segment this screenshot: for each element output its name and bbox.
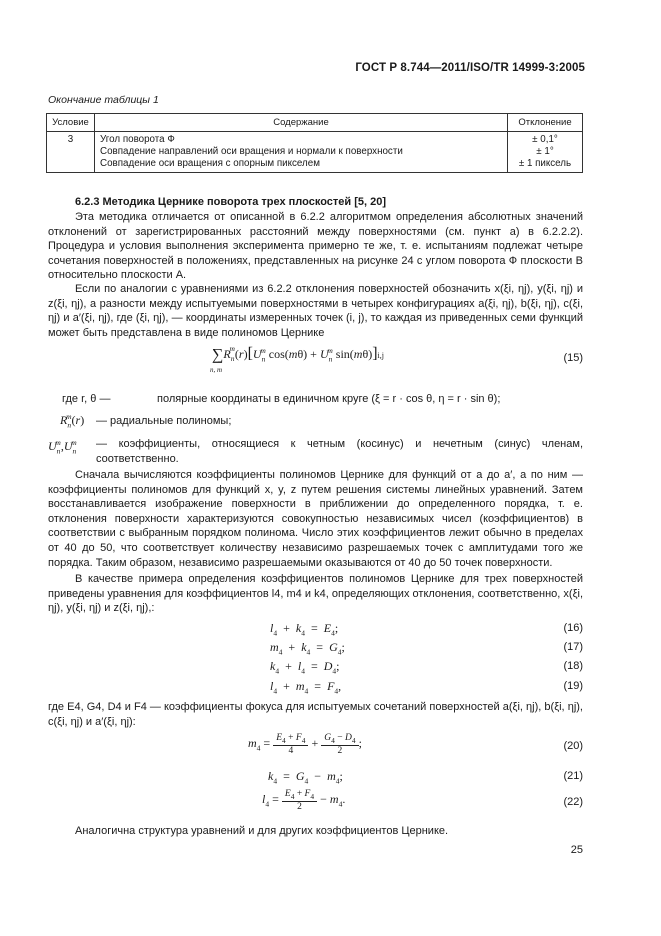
- equation-19: $l_4 + m_4 = F_4$,: [270, 679, 342, 696]
- document-header: ГОСТ Р 8.744—2011/ISO/TR 14999-3:2005: [355, 62, 585, 74]
- coefficient-symbol: $U_n^m,U_n^m$: [48, 438, 77, 456]
- page-number: 25: [570, 844, 583, 856]
- definition-polar-text: полярные координаты в единичном круге (ξ = r · cos θ, η = r · sin θ);: [157, 393, 501, 405]
- table-row: [47, 132, 583, 173]
- paragraph-text: В качестве примера определения коэффициентов полиномов Цернике для трех поверхностей приведены уравнения для коэффициентов l4, m4 и k4, определяющих отклонения, соответственно, x(ξi, ηj), y(ξi, ηj) и z(ξi, ηj),:: [48, 573, 583, 615]
- equation-18: $k_4 + l_4 = D_4$;: [270, 659, 340, 676]
- equation-16: $l_4 + k_4 = E_4$;: [270, 621, 339, 638]
- header-condition: Условие: [47, 114, 95, 132]
- cell-condition: 3: [47, 132, 95, 173]
- header-deviation: Отклонение: [508, 114, 583, 132]
- table-header-row: [47, 114, 583, 132]
- paragraph-focus: [48, 700, 583, 729]
- deviation-line: ± 1 пиксель: [518, 158, 572, 169]
- definition-radial-text: — радиальные полиномы;: [96, 415, 232, 427]
- equation-17: $m_4 + k_4 = G_4$;: [270, 640, 345, 657]
- content-line: Совпадение направлений оси вращения и нормали к поверхности: [100, 146, 403, 157]
- equation-number: (18): [563, 660, 583, 672]
- equation-number: (15): [563, 352, 583, 364]
- equation-number: (22): [563, 796, 583, 808]
- deviation-line: ± 0,1°: [532, 134, 558, 145]
- cell-deviation: [508, 132, 583, 173]
- paragraph-example: [48, 572, 583, 616]
- header-content: Содержание: [95, 114, 508, 132]
- deviation-line: ± 1°: [536, 146, 554, 157]
- paragraph-intro: [48, 210, 583, 283]
- equation-20: $m_4$ = $\frac{E_4 + F_4}{4}$ + $\frac{G_4 - D_4}{2}$ ;: [248, 733, 362, 756]
- equation-15: $\sum R_n^m(r)[U_n^m$ $\cos(m\theta) + U_n^m$ sin(mθ)]i,j n, m: [210, 344, 384, 374]
- equation-number: (19): [563, 680, 583, 692]
- table-caption: Окончание таблицы 1: [48, 94, 159, 106]
- deviation-table: [46, 113, 583, 173]
- equation-21: $k_4 = G_4 - m_4$;: [268, 769, 343, 786]
- paragraph-notation: [48, 282, 583, 340]
- paragraph-text: Сначала вычисляются коэффициенты полиномов Цернике для функций от а до а′, а по ним — коэффициенты полиномов для функций x, y, z путем решения системы линейных уравнений. Затем восстанавливается изображение поверхности в приближении до определенного порядка, т. е. отклонения поверхности характеризуются совокупностью независимых чисел (коэффициентов) в соответствии с выбранным порядком полинома. Число этих коэффициентов лежит обычно в пределах от 40 до 50, что соответствует количеству независимо разрешаемых точек с амплитудами того же порядка. Таким образом, независимо разрешаемыми оказываются от 40 до 50 точек поверхности.: [48, 469, 583, 569]
- equation-number: (21): [563, 770, 583, 782]
- paragraph-procedure: [48, 468, 583, 570]
- equation-number: (20): [563, 740, 583, 752]
- cell-content: [95, 132, 508, 173]
- paragraph-text: Если по аналогии с уравнениями из 6.2.2 отклонения поверхностей обозначить x(ξi, ηj), y(ξi, ηj) и z(ξi, ηj), а разности между испытуемыми поверхностями в четырех конфигурациях a(ξi, ηj), b(ξi, ηj), c(ξi, ηj) и a′(ξi, ηj), где (ξi, ηj), — координаты измеренных точек (i, j), то каждая из приведенных семи функций может быть представлена в виде полиномов Цернике: [48, 283, 583, 339]
- paragraph-text: где E4, G4, D4 и F4 — коэффициенты фокуса для испытуемых сочетаний поверхностей a(ξi, ηj), b(ξi, ηj), c(ξi, ηj) и a′(ξi, ηj):: [48, 701, 583, 728]
- equation-22: $l_4$ = $\frac{E_4 + F_4}{2}$ − $m_4$.: [262, 789, 346, 812]
- equation-number: (17): [563, 641, 583, 653]
- definition-coefficient-text: — коэффициенты, относящиеся к четным (косинус) и нечетным (синус) членам, соответственно.: [96, 438, 583, 465]
- content-line: Совпадение оси вращения с опорным пикселем: [100, 158, 320, 169]
- paragraph-closing: [48, 824, 583, 839]
- paragraph-text: Эта методика отличается от описанной в 6.2.2 алгоритмом определения абсолютных значений отклонений от зарегистрированных расстояний между поверхностями (см. пункт а) в 6.2.2.2). Процедура и условия выполнения эксперимента примерно те же, т. е. испытаниям подлежат четыре сочетания поверхностей в положениях, представленных на рисунке 24 с углом поворота Ф плоскости В относительно плоскости А.: [48, 211, 583, 282]
- radial-polynomial-symbol: $R_n^m(r)$: [60, 412, 85, 430]
- content-line: Угол поворота Ф: [100, 134, 175, 145]
- definition-polar-symbol: где r, θ —: [62, 393, 111, 405]
- paragraph-text: Аналогична структура уравнений и для других коэффициентов Цернике.: [75, 825, 449, 837]
- section-title: 6.2.3 Методика Цернике поворота трех плоскостей [5, 20]: [75, 196, 387, 208]
- equation-number: (16): [563, 622, 583, 634]
